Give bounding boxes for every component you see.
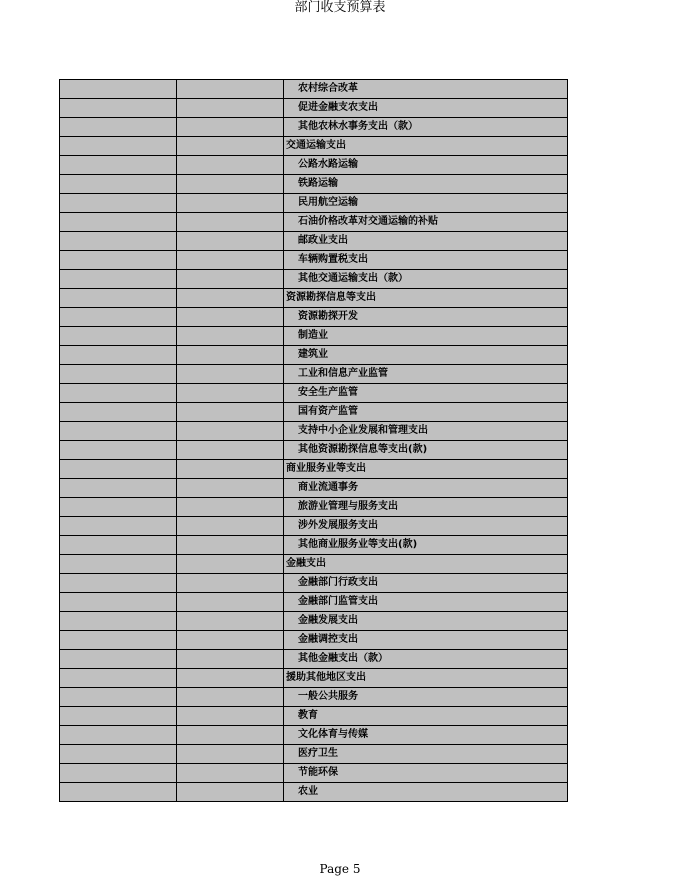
table-row <box>60 707 568 726</box>
table-row <box>60 764 568 783</box>
expenditure-item-cell: 商业服务业等支出 <box>284 460 568 479</box>
expenditure-item-cell: 国有资产监管 <box>284 403 568 422</box>
expenditure-item-cell: 民用航空运输 <box>284 194 568 213</box>
amount-cell-1 <box>60 574 177 593</box>
table-row <box>60 137 568 156</box>
amount-cell-1 <box>60 555 177 574</box>
amount-cell-1 <box>60 194 177 213</box>
amount-cell-1 <box>60 213 177 232</box>
amount-cell-2 <box>177 403 284 422</box>
amount-cell-1 <box>60 289 177 308</box>
table-row <box>60 346 568 365</box>
amount-cell-1 <box>60 688 177 707</box>
table-row <box>60 593 568 612</box>
expenditure-item-cell: 邮政业支出 <box>284 232 568 251</box>
table-row <box>60 669 568 688</box>
table-row <box>60 384 568 403</box>
table-row <box>60 574 568 593</box>
table-row <box>60 517 568 536</box>
amount-cell-1 <box>60 232 177 251</box>
expenditure-item-cell: 制造业 <box>284 327 568 346</box>
expenditure-item-cell: 金融发展支出 <box>284 612 568 631</box>
amount-cell-1 <box>60 460 177 479</box>
amount-cell-1 <box>60 137 177 156</box>
expenditure-item-cell: 公路水路运输 <box>284 156 568 175</box>
amount-cell-1 <box>60 479 177 498</box>
amount-cell-1 <box>60 118 177 137</box>
expenditure-item-cell: 涉外发展服务支出 <box>284 517 568 536</box>
amount-cell-1 <box>60 441 177 460</box>
expenditure-item-cell: 工业和信息产业监管 <box>284 365 568 384</box>
amount-cell-2 <box>177 365 284 384</box>
amount-cell-2 <box>177 688 284 707</box>
page-number: Page 5 <box>319 862 361 876</box>
table-row <box>60 441 568 460</box>
amount-cell-2 <box>177 118 284 137</box>
table-row <box>60 536 568 555</box>
amount-cell-2 <box>177 574 284 593</box>
amount-cell-1 <box>60 251 177 270</box>
table-row <box>60 422 568 441</box>
amount-cell-1 <box>60 99 177 118</box>
document-title: 部门收支预算表 <box>294 0 386 15</box>
amount-cell-1 <box>60 403 177 422</box>
table-row <box>60 688 568 707</box>
expenditure-item-cell: 农业 <box>284 783 568 802</box>
expenditure-item-cell: 医疗卫生 <box>284 745 568 764</box>
amount-cell-2 <box>177 384 284 403</box>
amount-cell-1 <box>60 707 177 726</box>
expenditure-item-cell: 资源勘探信息等支出 <box>284 289 568 308</box>
expenditure-item-cell: 建筑业 <box>284 346 568 365</box>
amount-cell-2 <box>177 327 284 346</box>
budget-table-body <box>60 80 568 802</box>
table-row <box>60 99 568 118</box>
amount-cell-2 <box>177 612 284 631</box>
amount-cell-2 <box>177 346 284 365</box>
amount-cell-2 <box>177 289 284 308</box>
expenditure-item-cell: 铁路运输 <box>284 175 568 194</box>
amount-cell-1 <box>60 365 177 384</box>
table-row <box>60 251 568 270</box>
amount-cell-2 <box>177 251 284 270</box>
amount-cell-1 <box>60 175 177 194</box>
expenditure-item-cell: 资源勘探开发 <box>284 308 568 327</box>
expenditure-item-cell: 促进金融支农支出 <box>284 99 568 118</box>
amount-cell-1 <box>60 308 177 327</box>
expenditure-item-cell: 交通运输支出 <box>284 137 568 156</box>
amount-cell-2 <box>177 707 284 726</box>
amount-cell-1 <box>60 536 177 555</box>
amount-cell-2 <box>177 479 284 498</box>
expenditure-item-cell: 一般公共服务 <box>284 688 568 707</box>
expenditure-item-cell: 其他资源勘探信息等支出(款) <box>284 441 568 460</box>
table-row <box>60 232 568 251</box>
table-row <box>60 308 568 327</box>
amount-cell-2 <box>177 783 284 802</box>
amount-cell-1 <box>60 745 177 764</box>
expenditure-item-cell: 金融部门监管支出 <box>284 593 568 612</box>
amount-cell-1 <box>60 764 177 783</box>
expenditure-item-cell: 农村综合改革 <box>284 80 568 99</box>
amount-cell-1 <box>60 783 177 802</box>
amount-cell-1 <box>60 517 177 536</box>
expenditure-item-cell: 石油价格改革对交通运输的补贴 <box>284 213 568 232</box>
table-row <box>60 403 568 422</box>
expenditure-item-cell: 节能环保 <box>284 764 568 783</box>
amount-cell-2 <box>177 213 284 232</box>
expenditure-item-cell: 金融支出 <box>284 555 568 574</box>
amount-cell-2 <box>177 745 284 764</box>
expenditure-item-cell: 文化体育与传媒 <box>284 726 568 745</box>
amount-cell-1 <box>60 384 177 403</box>
amount-cell-2 <box>177 156 284 175</box>
amount-cell-1 <box>60 726 177 745</box>
table-row <box>60 365 568 384</box>
amount-cell-2 <box>177 270 284 289</box>
table-row <box>60 118 568 137</box>
expenditure-item-cell: 车辆购置税支出 <box>284 251 568 270</box>
amount-cell-2 <box>177 650 284 669</box>
expenditure-item-cell: 其他金融支出（款） <box>284 650 568 669</box>
amount-cell-1 <box>60 156 177 175</box>
amount-cell-1 <box>60 422 177 441</box>
table-row <box>60 650 568 669</box>
expenditure-item-cell: 旅游业管理与服务支出 <box>284 498 568 517</box>
amount-cell-1 <box>60 612 177 631</box>
amount-cell-2 <box>177 232 284 251</box>
expenditure-item-cell: 支持中小企业发展和管理支出 <box>284 422 568 441</box>
amount-cell-2 <box>177 194 284 213</box>
expenditure-item-cell: 援助其他地区支出 <box>284 669 568 688</box>
amount-cell-2 <box>177 99 284 118</box>
amount-cell-2 <box>177 726 284 745</box>
amount-cell-2 <box>177 175 284 194</box>
expenditure-item-cell: 金融部门行政支出 <box>284 574 568 593</box>
amount-cell-2 <box>177 631 284 650</box>
amount-cell-2 <box>177 555 284 574</box>
amount-cell-2 <box>177 80 284 99</box>
expenditure-item-cell: 其他交通运输支出（款） <box>284 270 568 289</box>
amount-cell-2 <box>177 517 284 536</box>
expenditure-item-cell: 金融调控支出 <box>284 631 568 650</box>
amount-cell-1 <box>60 80 177 99</box>
expenditure-item-cell: 其他商业服务业等支出(款) <box>284 536 568 555</box>
table-row <box>60 270 568 289</box>
table-row <box>60 555 568 574</box>
table-row <box>60 498 568 517</box>
table-row <box>60 213 568 232</box>
budget-table <box>59 79 568 802</box>
amount-cell-2 <box>177 669 284 688</box>
expenditure-item-cell: 其他农林水事务支出（款） <box>284 118 568 137</box>
amount-cell-2 <box>177 764 284 783</box>
amount-cell-1 <box>60 669 177 688</box>
table-row <box>60 327 568 346</box>
table-row <box>60 745 568 764</box>
amount-cell-1 <box>60 593 177 612</box>
amount-cell-2 <box>177 422 284 441</box>
table-row <box>60 479 568 498</box>
table-row <box>60 156 568 175</box>
expenditure-item-cell: 教育 <box>284 707 568 726</box>
amount-cell-2 <box>177 498 284 517</box>
amount-cell-1 <box>60 327 177 346</box>
table-row <box>60 194 568 213</box>
table-row <box>60 783 568 802</box>
table-row <box>60 726 568 745</box>
amount-cell-1 <box>60 270 177 289</box>
amount-cell-1 <box>60 650 177 669</box>
table-row <box>60 460 568 479</box>
amount-cell-2 <box>177 460 284 479</box>
amount-cell-1 <box>60 346 177 365</box>
table-row <box>60 175 568 194</box>
amount-cell-1 <box>60 631 177 650</box>
table-row <box>60 631 568 650</box>
amount-cell-2 <box>177 536 284 555</box>
amount-cell-2 <box>177 308 284 327</box>
table-row <box>60 80 568 99</box>
table-row <box>60 612 568 631</box>
amount-cell-2 <box>177 593 284 612</box>
table-row <box>60 289 568 308</box>
amount-cell-2 <box>177 441 284 460</box>
amount-cell-1 <box>60 498 177 517</box>
expenditure-item-cell: 安全生产监管 <box>284 384 568 403</box>
amount-cell-2 <box>177 137 284 156</box>
expenditure-item-cell: 商业流通事务 <box>284 479 568 498</box>
